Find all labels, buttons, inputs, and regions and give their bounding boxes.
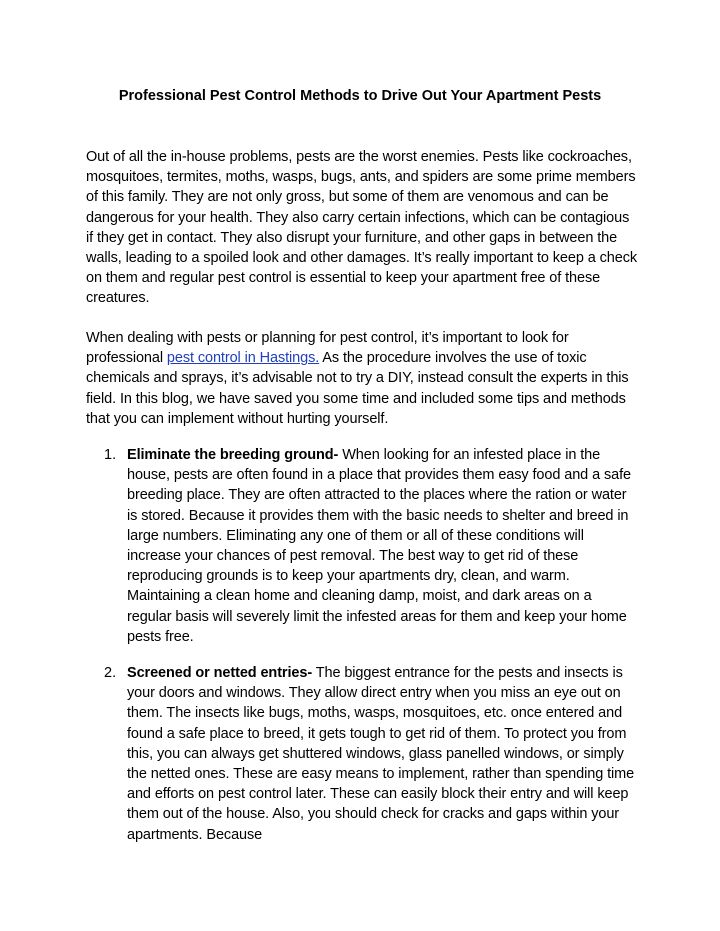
pest-control-hastings-link[interactable]: pest control in Hastings. (166, 350, 320, 367)
paragraph-text-after-link: As the procedure involves the use of toxic chemicals and sprays, it’s advisable not to try a DIY, instead consult the experts in this field. In this blog, we have saved you some time and included some tips and methods that you can implement without hurting yourself. (86, 350, 629, 427)
second-paragraph (86, 328, 638, 429)
list-item-heading: Eliminate the breeding ground- (127, 447, 339, 463)
list-item-body: When looking for an infested place in the house, pests are often found in a place that provides them easy food and a safe breeding place. They are often attracted to the places where the ration or water is stored. Because it provides them with the basic needs to shelter and breed in large numbers. Eliminating any one of them or all of these conditions will increase your chances of pest removal. The best way to get rid of these reproducing grounds is to keep your apartments dry, clean, and warm. Maintaining a clean home and cleaning damp, moist, and dark areas on a regular basis will severely limit the infested areas for them and keep your home pests free. (127, 447, 631, 645)
paragraph-text-before-link: When dealing with pests or planning for pest control, it’s important to look for professional (86, 330, 569, 367)
list-item-number: 2. (104, 665, 117, 681)
document-title: Professional Pest Control Methods to Drive Out Your Apartment Pests (118, 88, 602, 104)
list-item-text (127, 663, 638, 845)
list-item-heading: Screened or netted entries- (127, 665, 313, 681)
list-item-text (127, 445, 638, 647)
intro-paragraph: Out of all the in-house problems, pests are the worst enemies. Pests like cockroaches, mosquitoes, termites, moths, wasps, bugs, ants, and spiders are some prime members of this family. They are not only gross, but some of them are venomous and can be dangerous for your health. They also carry certain infections, which can be contagious if they get in contact. They also disrupt your furniture, and other gaps in between the walls, leading to a spoiled look and other damages. It’s really important to keep a check on them and regular pest control is essential to keep your apartment free of these creatures. (86, 149, 638, 307)
list-item-number: 1. (104, 447, 117, 463)
list-item-body: The biggest entrance for the pests and insects is your doors and windows. They allow direct entry when you miss an eye out on them. The insects like bugs, moths, wasps, mosquitoes, etc. once entered and found a safe place to breed, it gets tough to get rid of them. To protect you from this, you can always get shuttered windows, glass panelled windows, or simply the netted ones. These are easy means to implement, rather than spending time and efforts on pest control later. These can easily block their entry and will keep them out of the house. Also, you should check for cracks and gaps within your apartments. Because (127, 665, 635, 843)
